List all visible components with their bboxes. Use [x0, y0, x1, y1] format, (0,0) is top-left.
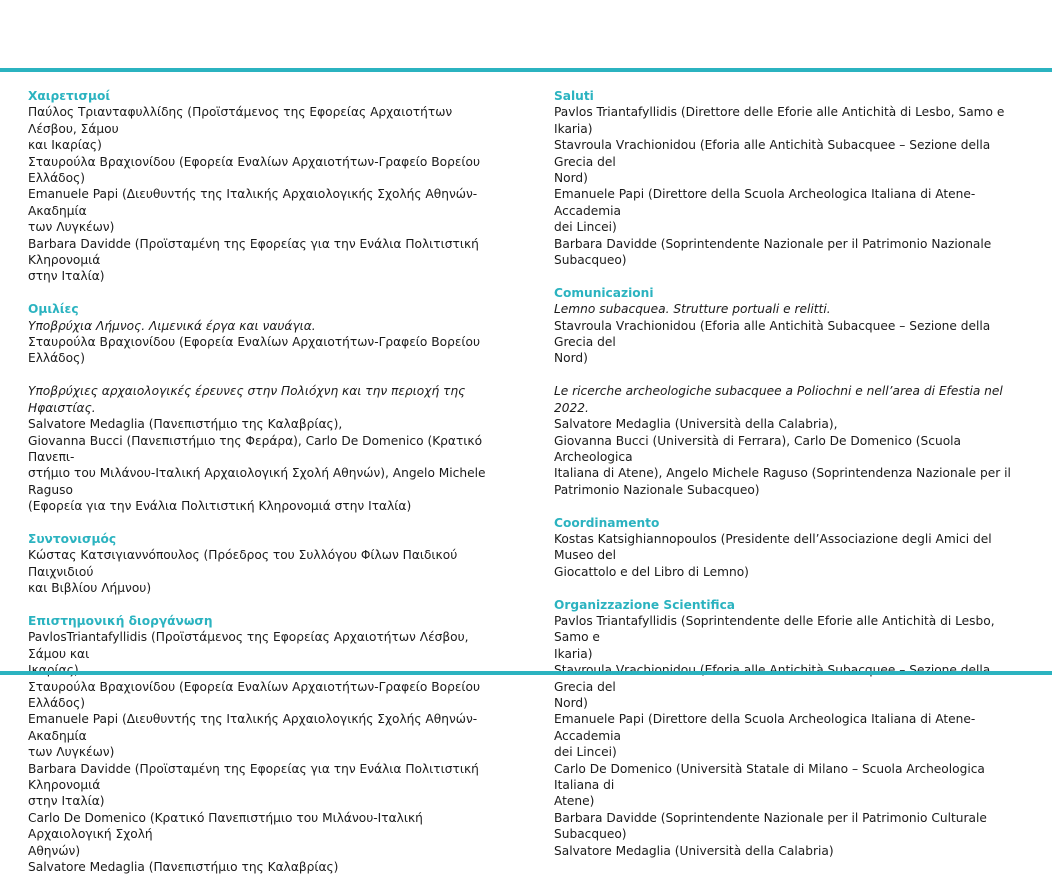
text-line: και Ικαρίας): [28, 138, 102, 153]
text-lines: [554, 318, 1028, 367]
top-accent-rule: [0, 68, 1052, 72]
text-lines: [554, 613, 1028, 859]
text-line: Pavlos Triantafyllidis (Soprintendente delle Eforie alle Antichità di Lesbo, Samo e: [554, 613, 995, 645]
text-line: Barbara Davidde (Soprintendente Nazionale per il Patrimonio Culturale Subacqueo): [554, 810, 987, 842]
text-line: dei Lincei): [554, 745, 617, 760]
text-line: και Βιβλίου Λήμνου): [28, 581, 152, 596]
section-heading: Saluti: [554, 89, 594, 103]
text-line: Αθηνών): [28, 843, 81, 858]
text-line: dei Lincei): [554, 220, 617, 235]
text-line: Κώστας Κατσιγιαννόπουλος (Πρόεδρος του Συλλόγου Φίλων Παιδικού Παιχνιδιού: [28, 548, 458, 579]
text-line: Barbara Davidde (Προϊσταμένη της Εφορείας για την Ενάλια Πολιτιστική Κληρονομιά: [28, 761, 479, 792]
greek-scientific-section: [28, 613, 500, 876]
talk-title: Le ricerche archeologiche subacquee a Poliochni e nell’area di Efestia nel 2022.: [554, 384, 1003, 415]
section-heading: Coordinamento: [554, 515, 660, 530]
talk-title: Υποβρύχια Λήμνος. Λιμενικά έργα και ναυάγια.: [28, 318, 316, 333]
italian-column: [554, 88, 1028, 875]
text-line: Giovanna Bucci (Università di Ferrara), Carlo De Domenico (Scuola Archeologica: [554, 433, 962, 464]
text-line: στήμιο του Μιλάνου-Ιταλική Αρχαιολογική Σχολή Αθηνών), Angelo Michele Raguso: [28, 466, 486, 497]
text-line: Σταυρούλα Βραχιονίδου (Εφορεία Εναλίων Αρχαιοτήτων-Γραφείο Βορείου Ελλάδος): [28, 335, 481, 366]
text-line: (Εφορεία για την Ενάλια Πολιτιστική Κληρονομιά στην Ιταλία): [28, 499, 412, 514]
italian-coordination-section: [554, 515, 1028, 581]
text-line: Salvatore Medaglia (Πανεπιστήμιο της Καλαβρίας),: [28, 417, 343, 432]
talk-title: Lemno subacquea. Strutture portuali e relitti.: [554, 302, 831, 317]
text-line: Giovanna Bucci (Πανεπιστήμιο της Φεράρα), Carlo De Domenico (Κρατικό Πανεπι-: [28, 433, 483, 464]
text-line: στην Ιταλία): [28, 794, 105, 809]
text-line: Barbara Davidde (Προϊσταμένη της Εφορείας για την Ενάλια Πολιτιστική Κληρονομιά: [28, 236, 479, 268]
section-heading: Organizzazione Scientifica: [554, 597, 736, 612]
bottom-accent-rule: [0, 671, 1052, 675]
text-line: Nord): [554, 351, 588, 366]
text-line: Atene): [554, 794, 595, 809]
text-lines: [28, 334, 500, 367]
italian-greetings-section: [554, 88, 1028, 268]
text-line: Kostas Katsighiannopoulos (Presidente dell’Associazione degli Amici del Museo del: [554, 531, 992, 563]
greek-column: [28, 88, 500, 892]
text-line: Patrimonio Nazionale Subacqueo): [554, 482, 760, 497]
text-lines: [28, 104, 500, 284]
text-line: Nord): [554, 695, 588, 710]
text-line: Carlo De Domenico (Università Statale di Milano – Scuola Archeologica Italiana di: [554, 761, 985, 792]
text-line: Carlo De Domenico (Κρατικό Πανεπιστήμιο του Μιλάνου-Ιταλική Αρχαιολογική Σχολή: [28, 810, 423, 842]
section-heading: Επιστημονική διοργάνωση: [28, 613, 213, 628]
greek-greetings-section: [28, 88, 500, 285]
text-line: Ikaria): [554, 646, 593, 661]
text-line: στην Ιταλία): [28, 269, 105, 284]
text-line: των Λυγκέων): [28, 220, 115, 235]
text-line: Barbara Davidde (Soprintendente Nazionale per il Patrimonio Nazionale Subacqueo): [554, 236, 992, 268]
text-line: Stavroula Vrachionidou (Eforia alle Antichità Subacquee – Sezione della Grecia del: [554, 138, 991, 169]
text-line: Emanuele Papi (Direttore della Scuola Archeologica Italiana di Atene-Accademia: [554, 187, 976, 218]
text-lines: [28, 547, 500, 596]
text-line: Italiana di Atene), Angelo Michele Raguso (Soprintendenza Nazionale per il: [554, 466, 1011, 481]
text-line: Salvatore Medaglia (Πανεπιστήμιο της Καλαβρίας): [28, 860, 339, 875]
greek-talks-section: [28, 301, 500, 514]
text-line: Παύλος Τριανταφυλλίδης (Προϊστάμενος της Εφορείας Αρχαιοτήτων Λέσβου, Σάμου: [28, 105, 453, 136]
italian-talks-section: [554, 285, 1028, 498]
section-heading: Comunicazioni: [554, 285, 654, 300]
text-lines: [28, 416, 500, 514]
spacer: [28, 367, 500, 383]
text-line: Σταυρούλα Βραχιονίδου (Εφορεία Εναλίων Αρχαιοτήτων-Γραφείο Βορείου Ελλάδος): [28, 679, 481, 710]
italian-scientific-section: [554, 597, 1028, 860]
text-line: Emanuele Papi (Διευθυντής της Ιταλικής Αρχαιολογικής Σχολής Αθηνών-Ακαδημία: [28, 187, 478, 218]
section-heading: Χαιρετισμοί: [28, 89, 111, 103]
text-line: Nord): [554, 171, 588, 186]
text-lines: [554, 416, 1028, 498]
text-line: Giocattolo e del Libro di Lemno): [554, 564, 749, 579]
text-lines: [28, 629, 500, 875]
text-line: Grecia del: [554, 679, 616, 694]
section-heading: Ομιλίες: [28, 302, 79, 317]
text-line: Pavlos Triantafyllidis (Direttore delle Eforie alle Antichità di Lesbo, Samo e Ikaria): [554, 105, 1005, 136]
text-lines: [554, 531, 1028, 580]
text-line: Salvatore Medaglia (Università della Calabria): [554, 843, 834, 858]
text-line: Emanuele Papi (Διευθυντής της Ιταλικής Αρχαιολογικής Σχολής Αθηνών-Ακαδημία: [28, 712, 478, 743]
spacer: [554, 367, 1028, 383]
text-lines: [554, 104, 1028, 268]
text-line: Σταυρούλα Βραχιονίδου (Εφορεία Εναλίων Αρχαιοτήτων-Γραφείο Βορείου Ελλάδος): [28, 154, 481, 186]
text-line: των Λυγκέων): [28, 745, 115, 760]
greek-coordination-section: [28, 531, 500, 597]
talk-title: Υποβρύχιες αρχαιολογικές έρευνες στην Πολιόχνη και την περιοχή της Ηφαιστίας.: [28, 384, 466, 415]
section-heading: Συντονισμός: [28, 531, 117, 546]
text-line: Salvatore Medaglia (Università della Calabria),: [554, 417, 838, 432]
text-line: Emanuele Papi (Direttore della Scuola Archeologica Italiana di Atene-Accademia: [554, 712, 976, 743]
text-line: PavlosTriantafyllidis (Προϊστάμενος της Εφορείας Αρχαιοτήτων Λέσβου, Σάμου και: [28, 630, 469, 661]
text-line: Stavroula Vrachionidou (Eforia alle Antichità Subacquee – Sezione della Grecia del: [554, 318, 991, 350]
